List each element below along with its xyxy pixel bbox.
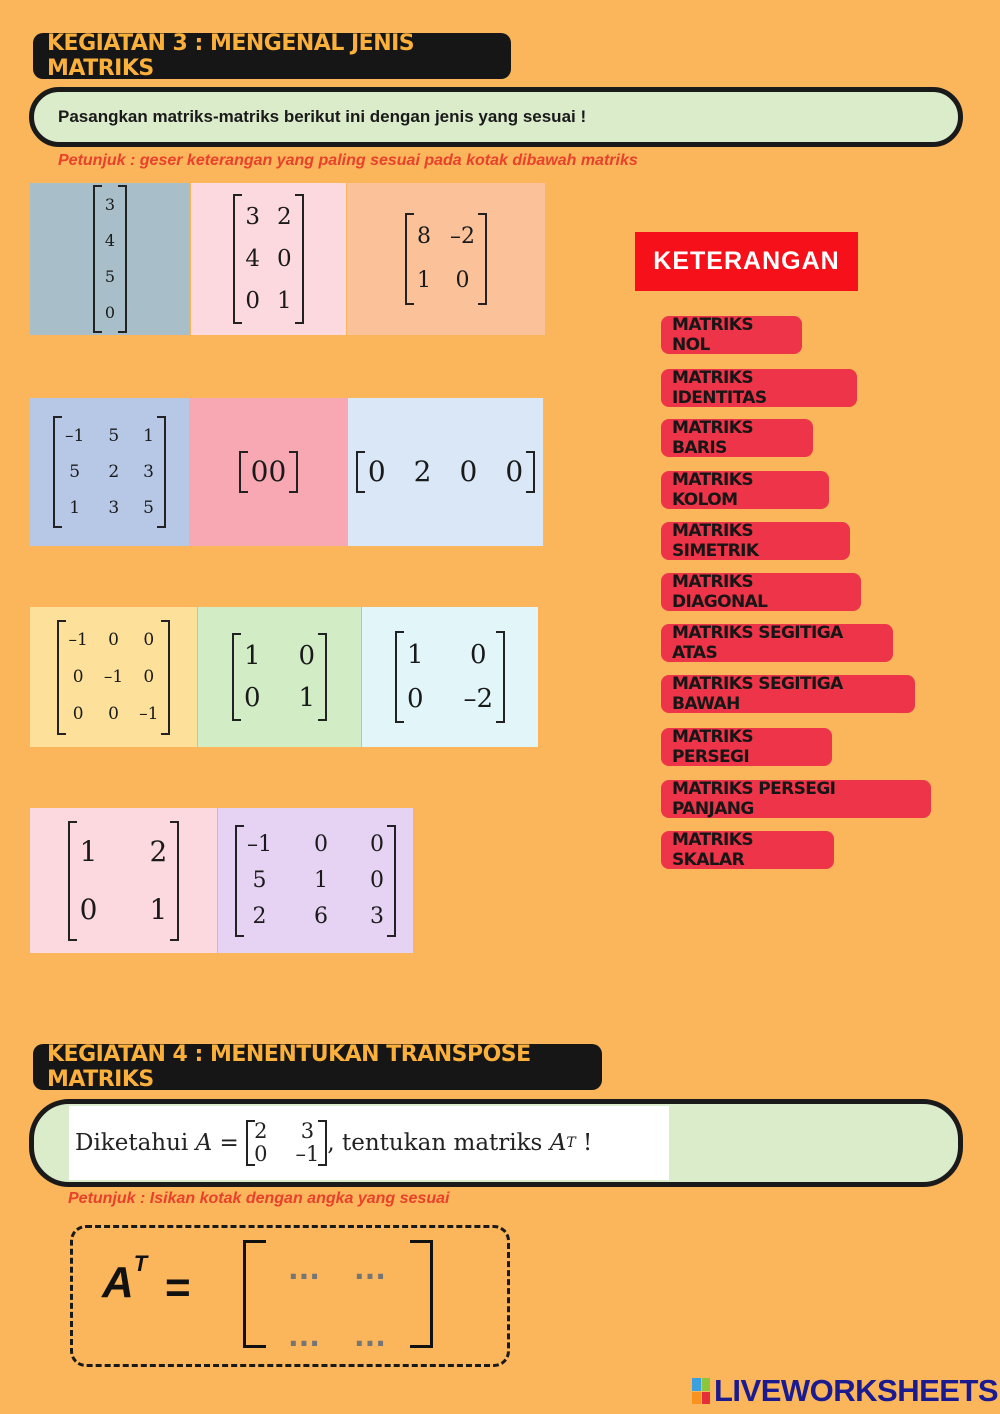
matrix-entry: 0 bbox=[406, 684, 424, 714]
matrix-entry: 0 bbox=[245, 288, 260, 314]
keterangan-chip[interactable]: MATRIKS PERSEGI PANJANG bbox=[661, 780, 931, 818]
matrix bbox=[93, 185, 127, 333]
keterangan-heading: KETERANGAN bbox=[635, 232, 858, 291]
matrix-tile[interactable] bbox=[190, 398, 347, 546]
activity3-hint: Petunjuk : geser keterangan yang paling sesuai pada kotak dibawah matriks bbox=[58, 152, 638, 169]
matrix-entry: 3 bbox=[245, 204, 260, 230]
matrix-entry: 3 bbox=[143, 462, 154, 482]
matrix-tile[interactable] bbox=[191, 183, 346, 335]
matrix-entry: 3 bbox=[108, 498, 120, 518]
matrix-entry: 0 bbox=[370, 831, 384, 857]
given-matrix-entry: 2 bbox=[254, 1119, 268, 1143]
matrix-entry: 1 bbox=[143, 426, 154, 446]
matrix-entry: 3 bbox=[104, 195, 116, 214]
activity3-instruction: Pasangkan matriks-matriks berikut ini dengan jenis yang sesuai ! bbox=[58, 107, 587, 126]
answer-equals: = bbox=[165, 1263, 191, 1312]
given-target: A bbox=[549, 1130, 567, 1156]
matrix-entry: 1 bbox=[314, 867, 328, 893]
given-target-sup: T bbox=[566, 1135, 576, 1151]
matrix bbox=[233, 194, 303, 324]
matrix-entry: 5 bbox=[108, 426, 120, 446]
matrix bbox=[239, 451, 299, 493]
matrix-entry: 2 bbox=[277, 204, 292, 230]
matrix-entry: 4 bbox=[245, 246, 260, 272]
matrix-entry: 1 bbox=[298, 683, 316, 713]
matrix-tile[interactable] bbox=[30, 398, 189, 546]
answer-label-sup: T bbox=[133, 1251, 148, 1277]
matrix-tile[interactable] bbox=[30, 808, 217, 953]
matrix-entry: 0 bbox=[79, 892, 98, 926]
matrix bbox=[57, 620, 171, 735]
matrix-entry: 0 bbox=[455, 268, 470, 293]
keterangan-chip[interactable]: MATRIKS SEGITIGA BAWAH bbox=[661, 675, 915, 713]
given-matrix-entry: –1 bbox=[295, 1142, 320, 1166]
matrix-entry: 0 bbox=[108, 629, 119, 650]
matrix-entry: 0 bbox=[72, 703, 84, 724]
given-matrix-entry: 0 bbox=[254, 1142, 268, 1166]
answer-label-var: A bbox=[102, 1258, 134, 1307]
matrix-entry: 0 bbox=[250, 455, 269, 488]
matrix-entry: –1 bbox=[68, 629, 88, 650]
given-statement bbox=[69, 1106, 669, 1180]
activity3-title bbox=[33, 33, 511, 79]
matrix-entry: 1 bbox=[243, 641, 261, 671]
matrix-entry: 4 bbox=[104, 231, 116, 250]
matrix bbox=[235, 825, 396, 937]
matrix-tile[interactable] bbox=[362, 607, 538, 747]
matrix-entry: 6 bbox=[314, 903, 328, 929]
matrix-entry: 5 bbox=[143, 498, 154, 518]
liveworksheets-logo bbox=[692, 1373, 998, 1409]
given-matrix-entry: 3 bbox=[300, 1119, 315, 1143]
answer-slot-3[interactable] bbox=[278, 1320, 330, 1352]
matrix-entry: –1 bbox=[65, 426, 85, 446]
given-end: ! bbox=[582, 1130, 593, 1156]
matrix-entry: 0 bbox=[143, 629, 155, 650]
matrix-entry: 0 bbox=[72, 666, 84, 687]
matrix-entry: 5 bbox=[252, 867, 267, 893]
matrix bbox=[68, 821, 180, 941]
keterangan-chip[interactable]: MATRIKS KOLOM bbox=[661, 471, 829, 509]
matrix-entry: 1 bbox=[149, 892, 168, 926]
liveworksheets-mark-icon bbox=[692, 1378, 710, 1404]
matrix-tile[interactable] bbox=[218, 808, 413, 953]
matrix-entry: 2 bbox=[108, 462, 120, 482]
matrix-entry: –1 bbox=[139, 703, 159, 724]
activity3-title-text: KEGIATAN 3 : MENGENAL JENIS MATRIKS bbox=[47, 31, 415, 81]
matrix-entry: 0 bbox=[268, 455, 287, 488]
matrix bbox=[405, 213, 487, 305]
matrix-entry: –2 bbox=[450, 224, 475, 249]
keterangan-chip[interactable]: MATRIKS BARIS bbox=[661, 419, 813, 457]
keterangan-chip[interactable]: MATRIKS SKALAR bbox=[661, 831, 834, 869]
keterangan-chip[interactable]: MATRIKS SIMETRIK bbox=[661, 522, 850, 560]
matrix-entry: 2 bbox=[413, 455, 432, 488]
matrix-tile[interactable] bbox=[198, 607, 361, 747]
activity4-hint: Petunjuk : Isikan kotak dengan angka yang sesuai bbox=[68, 1190, 450, 1207]
activity4-title bbox=[33, 1044, 602, 1090]
given-eq: = bbox=[219, 1130, 239, 1156]
matrix bbox=[232, 633, 327, 721]
matrix-entry: –2 bbox=[463, 684, 494, 714]
answer-matrix-bracket bbox=[243, 1240, 433, 1348]
liveworksheets-text: LIVEWORKSHEETS bbox=[714, 1373, 999, 1408]
matrix-entry: 0 bbox=[298, 641, 316, 671]
activity3-instruction-box bbox=[29, 87, 963, 147]
keterangan-chip[interactable]: MATRIKS DIAGONAL bbox=[661, 573, 861, 611]
matrix-entry: 0 bbox=[277, 246, 292, 272]
matrix-entry: –1 bbox=[103, 666, 124, 687]
matrix-entry: 1 bbox=[79, 834, 98, 868]
given-prefix: Diketahui bbox=[75, 1130, 189, 1156]
matrix-entry: 0 bbox=[370, 867, 384, 893]
matrix-entry: 0 bbox=[367, 455, 386, 488]
matrix-tile[interactable] bbox=[30, 607, 197, 747]
matrix-tile[interactable] bbox=[347, 183, 545, 335]
matrix-tile[interactable] bbox=[30, 183, 190, 335]
matrix-tile[interactable] bbox=[348, 398, 543, 546]
matrix-entry: 0 bbox=[459, 455, 478, 488]
matrix-entry: 1 bbox=[277, 288, 292, 314]
matrix bbox=[356, 451, 535, 493]
matrix-entry: 5 bbox=[69, 462, 81, 482]
answer-label bbox=[102, 1251, 148, 1308]
matrix-entry: 0 bbox=[314, 831, 328, 857]
given-suffix: , tentukan matriks bbox=[327, 1130, 543, 1156]
matrix-entry: 3 bbox=[370, 903, 384, 929]
answer-slot-1[interactable] bbox=[278, 1253, 330, 1285]
matrix-entry: 0 bbox=[104, 303, 116, 322]
matrix-entry: 1 bbox=[406, 640, 424, 670]
keterangan-chip[interactable]: MATRIKS IDENTITAS bbox=[661, 369, 857, 407]
matrix-entry: 8 bbox=[417, 224, 431, 249]
matrix-entry: 0 bbox=[143, 666, 155, 687]
keterangan-chip[interactable]: MATRIKS PERSEGI bbox=[661, 728, 832, 766]
answer-slot-4[interactable] bbox=[344, 1320, 396, 1352]
matrix-entry: 1 bbox=[417, 268, 431, 293]
matrix-entry: 1 bbox=[69, 498, 81, 518]
matrix-entry: 5 bbox=[104, 267, 116, 286]
answer-slot-2[interactable] bbox=[344, 1253, 396, 1285]
given-var: A bbox=[195, 1130, 213, 1156]
matrix-entry: 2 bbox=[149, 834, 168, 868]
matrix-entry: 0 bbox=[505, 455, 524, 488]
matrix-entry: 0 bbox=[243, 683, 261, 713]
matrix-entry: 0 bbox=[108, 703, 119, 724]
matrix-entry: 2 bbox=[252, 903, 267, 929]
matrix-entry: –1 bbox=[247, 831, 272, 857]
keterangan-chip[interactable]: MATRIKS SEGITIGA ATAS bbox=[661, 624, 893, 662]
keterangan-chip[interactable]: MATRIKS NOL bbox=[661, 316, 802, 354]
given-matrix bbox=[246, 1120, 327, 1166]
matrix bbox=[395, 631, 505, 723]
activity4-title-text: KEGIATAN 4 : MENENTUKAN TRANSPOSE MATRIKS bbox=[47, 1042, 531, 1092]
matrix-entry: 0 bbox=[470, 640, 487, 670]
matrix bbox=[53, 416, 166, 528]
